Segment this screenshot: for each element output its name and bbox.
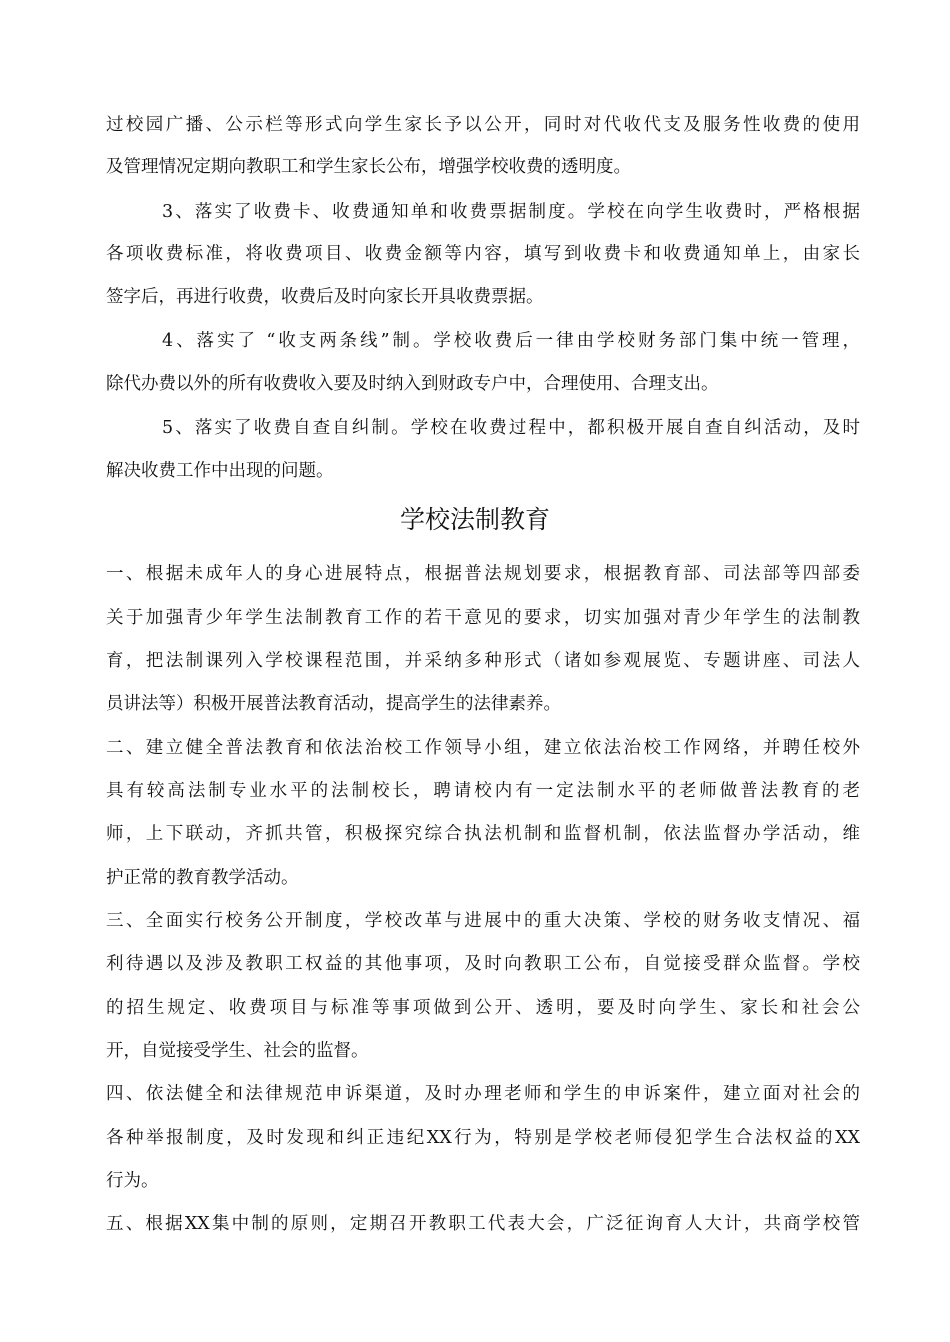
text-line: 除代办费以外的所有收费收入要及时纳入到财政专户中，合理使用、合理支出。 [106,374,719,394]
text-line: 三、全面实行校务公开制度，学校改革与进展中的重大决策、学校的财务收支情况、福 [106,911,860,931]
text-line: 一、根据未成年人的身心进展特点，根据普法规划要求，根据教育部、司法部等四部委 [106,564,860,584]
text-line: 及管理情况定期向教职工和学生家长公布，增强学校收费的透明度。 [106,157,631,177]
text-line: 育，把法制课列入学校课程范围，并采纳多种形式（诸如参观展览、专题讲座、司法人 [106,651,860,671]
text-line: 各种举报制度，及时发现和纠正违纪XX行为，特别是学校老师侵犯学生合法权益的XX [106,1128,860,1148]
text-line: 二、建立健全普法教育和依法治校工作领导小组，建立依法治校工作网络，并聘任校外 [106,738,860,758]
text-line: 解决收费工作中出现的问题。 [106,461,334,481]
text-line: 利待遇以及涉及教职工权益的其他事项，及时向教职工公布，自觉接受群众监督。学校 [106,954,860,974]
text-line: 五、根据XX集中制的原则，定期召开教职工代表大会，广泛征询育人大计，共商学校管 [106,1214,860,1234]
text-line: 四、依法健全和法律规范申诉渠道，及时办理老师和学生的申诉案件，建立面对社会的 [106,1084,860,1104]
text-line: 5、落实了收费自查自纠制。学校在收费过程中，都积极开展自查自纠活动，及时 [162,418,860,438]
text-line: 的招生规定、收费项目与标准等事项做到公开、透明，要及时向学生、家长和社会公 [106,998,860,1018]
text-line: 关于加强青少年学生法制教育工作的若干意见的要求，切实加强对青少年学生的法制教 [106,608,860,628]
text-line: 具有较高法制专业水平的法制校长，聘请校内有一定法制水平的老师做普法教育的老 [106,781,860,801]
text-line: 开，自觉接受学生、社会的监督。 [106,1041,369,1061]
text-line: 过校园广播、公示栏等形式向学生家长予以公开，同时对代收代支及服务性收费的使用 [106,115,860,135]
text-line: 行为。 [106,1171,159,1191]
section-title: 学校法制教育 [399,505,550,534]
text-line: 员讲法等）积极开展普法教育活动，提高学生的法律素养。 [106,694,561,714]
text-line: 师，上下联动，齐抓共管，积极探究综合执法机制和监督机制，依法监督办学活动，维 [106,824,860,844]
text-line: 4、落实了 “收支两条线”制。学校收费后一律由学校财务部门集中统一管理， [162,331,860,351]
text-line: 护正常的教育教学活动。 [106,868,299,888]
text-line: 各项收费标准，将收费项目、收费金额等内容，填写到收费卡和收费通知单上，由家长 [106,244,860,264]
text-line: 签字后，再进行收费，收费后及时向家长开具收费票据。 [106,287,544,307]
text-line: 3、落实了收费卡、收费通知单和收费票据制度。学校在向学生收费时，严格根据 [162,202,860,222]
